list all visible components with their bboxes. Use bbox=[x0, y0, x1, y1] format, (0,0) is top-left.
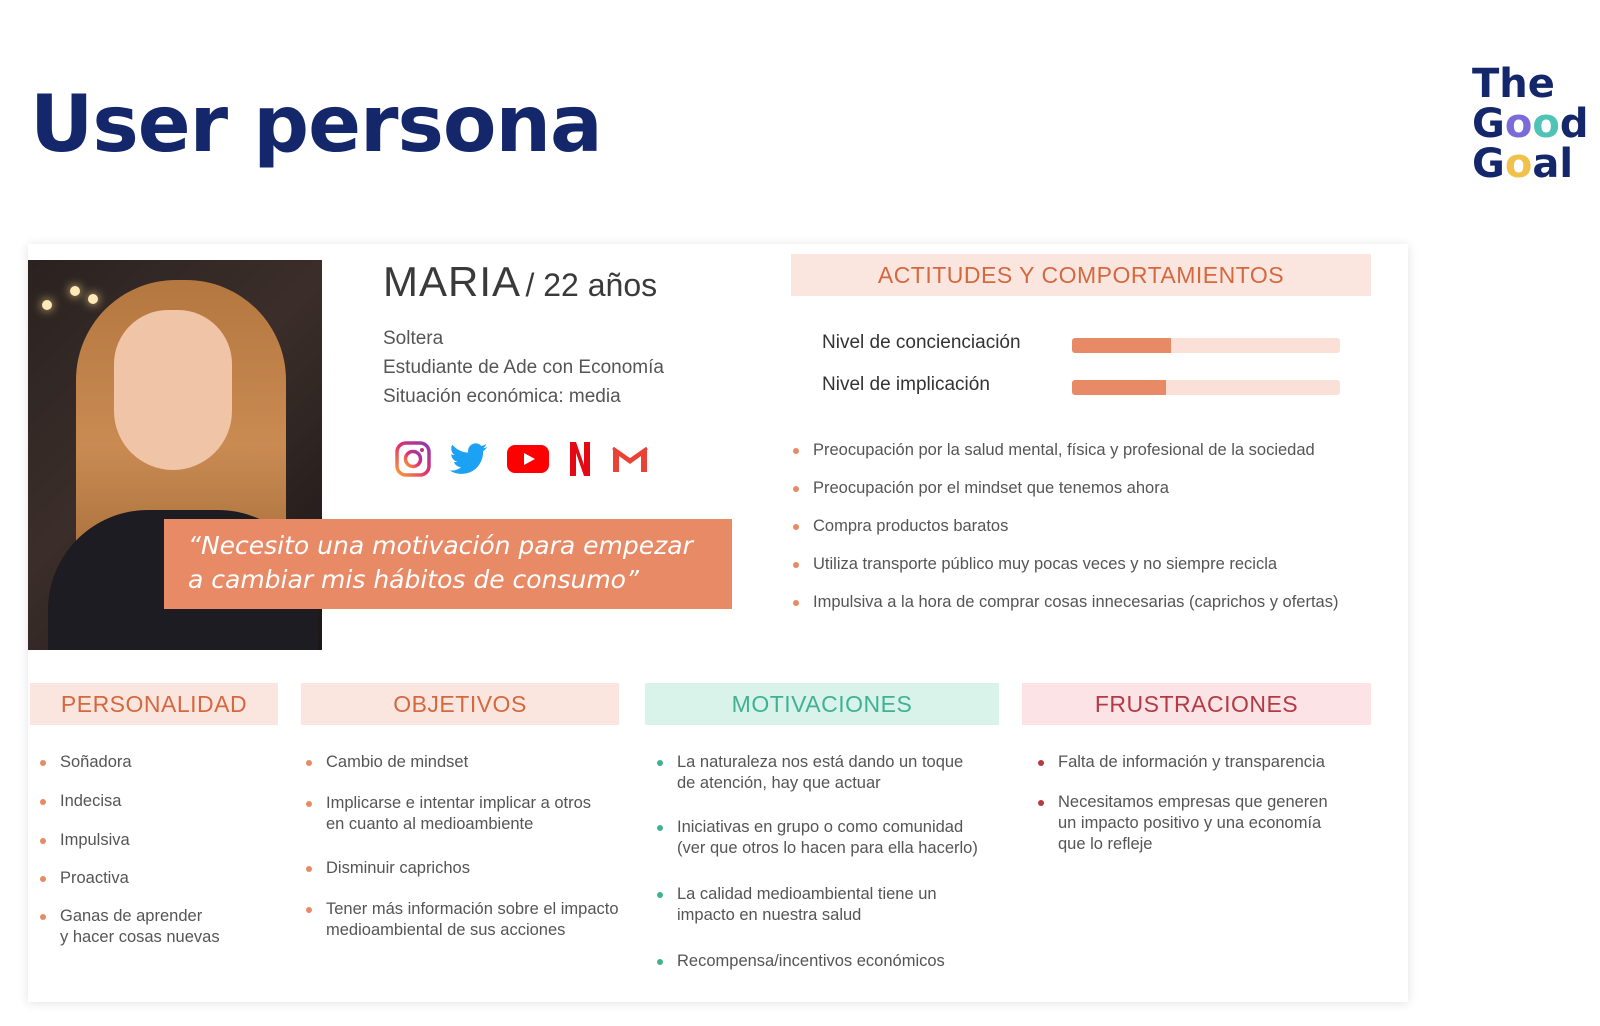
the-good-goal-logo: The Good Goal bbox=[1472, 61, 1589, 187]
attitudes-header: ACTITUDES Y COMPORTAMIENTOS bbox=[791, 254, 1371, 296]
list-item: Recompensa/incentivos económicos bbox=[655, 951, 1005, 972]
page-title: User persona bbox=[30, 80, 602, 170]
list-item: Preocupación por la salud mental, física y profesional de la sociedad bbox=[791, 440, 1391, 461]
list-item: Necesitamos empresas que generen un impacto positivo y una economía que lo refleje bbox=[1036, 792, 1376, 855]
list-item: Cambio de mindset bbox=[304, 752, 624, 773]
attitudes-list bbox=[791, 440, 1391, 613]
list-item: Implicarse e intentar implicar a otros en cuanto al medioambiente bbox=[304, 793, 624, 835]
involvement-level-bar bbox=[1072, 380, 1340, 395]
frustrations-list bbox=[1036, 752, 1376, 855]
list-item: Ganas de aprender y hacer cosas nuevas bbox=[38, 906, 288, 948]
list-item: Iniciativas en grupo o como comunidad (ver que otros lo hacen para ella hacerlo) bbox=[655, 817, 1005, 859]
objectives-list bbox=[304, 752, 624, 941]
youtube-icon bbox=[506, 443, 550, 475]
motivations-header: MOTIVACIONES bbox=[645, 683, 999, 725]
awareness-level-label: Nivel de concienciación bbox=[822, 332, 1021, 353]
persona-info bbox=[383, 324, 664, 411]
list-item: Impulsiva bbox=[38, 830, 288, 851]
list-item: La calidad medioambiental tiene un impacto en nuestra salud bbox=[655, 884, 1005, 926]
awareness-level-bar bbox=[1072, 338, 1340, 353]
persona-economic-status: Situación económica: media bbox=[383, 386, 621, 407]
list-item: Preocupación por el mindset que tenemos ahora bbox=[791, 478, 1391, 499]
list-item: Tener más información sobre el impacto medioambiental de sus acciones bbox=[304, 899, 624, 941]
list-item: Compra productos baratos bbox=[791, 516, 1391, 537]
motivations-list bbox=[655, 752, 1005, 972]
persona-age: / 22 años bbox=[525, 267, 658, 303]
awareness-level-fill bbox=[1072, 338, 1171, 353]
list-item: La naturaleza nos está dando un toque de atención, hay que actuar bbox=[655, 752, 1005, 794]
persona-studies: Estudiante de Ade con Economía bbox=[383, 357, 664, 378]
personality-header: PERSONALIDAD bbox=[30, 683, 278, 725]
list-item: Falta de información y transparencia bbox=[1036, 752, 1376, 773]
persona-card bbox=[28, 244, 1408, 1002]
list-item: Disminuir caprichos bbox=[304, 858, 624, 879]
persona-marital-status: Soltera bbox=[383, 328, 444, 349]
involvement-level-fill bbox=[1072, 380, 1166, 395]
involvement-level-label: Nivel de implicación bbox=[822, 374, 990, 395]
list-item: Indecisa bbox=[38, 791, 288, 812]
objectives-header: OBJETIVOS bbox=[301, 683, 619, 725]
list-item: Impulsiva a la hora de comprar cosas innecesarias (caprichos y ofertas) bbox=[791, 592, 1391, 613]
persona-name-line bbox=[383, 258, 657, 306]
twitter-icon bbox=[450, 442, 488, 476]
list-item: Utiliza transporte público muy pocas veces y no siempre recicla bbox=[791, 554, 1391, 575]
list-item: Soñadora bbox=[38, 752, 288, 773]
social-icons bbox=[394, 440, 650, 478]
list-item: Proactiva bbox=[38, 868, 288, 889]
persona-quote: “Necesito una motivación para empezar a cambiar mis hábitos de consumo” bbox=[164, 519, 732, 609]
instagram-icon bbox=[394, 440, 432, 478]
frustrations-header: FRUSTRACIONES bbox=[1022, 683, 1371, 725]
gmail-icon bbox=[610, 444, 650, 474]
personality-list bbox=[38, 752, 288, 948]
persona-name: MARIA bbox=[383, 258, 522, 305]
netflix-icon bbox=[568, 441, 592, 477]
